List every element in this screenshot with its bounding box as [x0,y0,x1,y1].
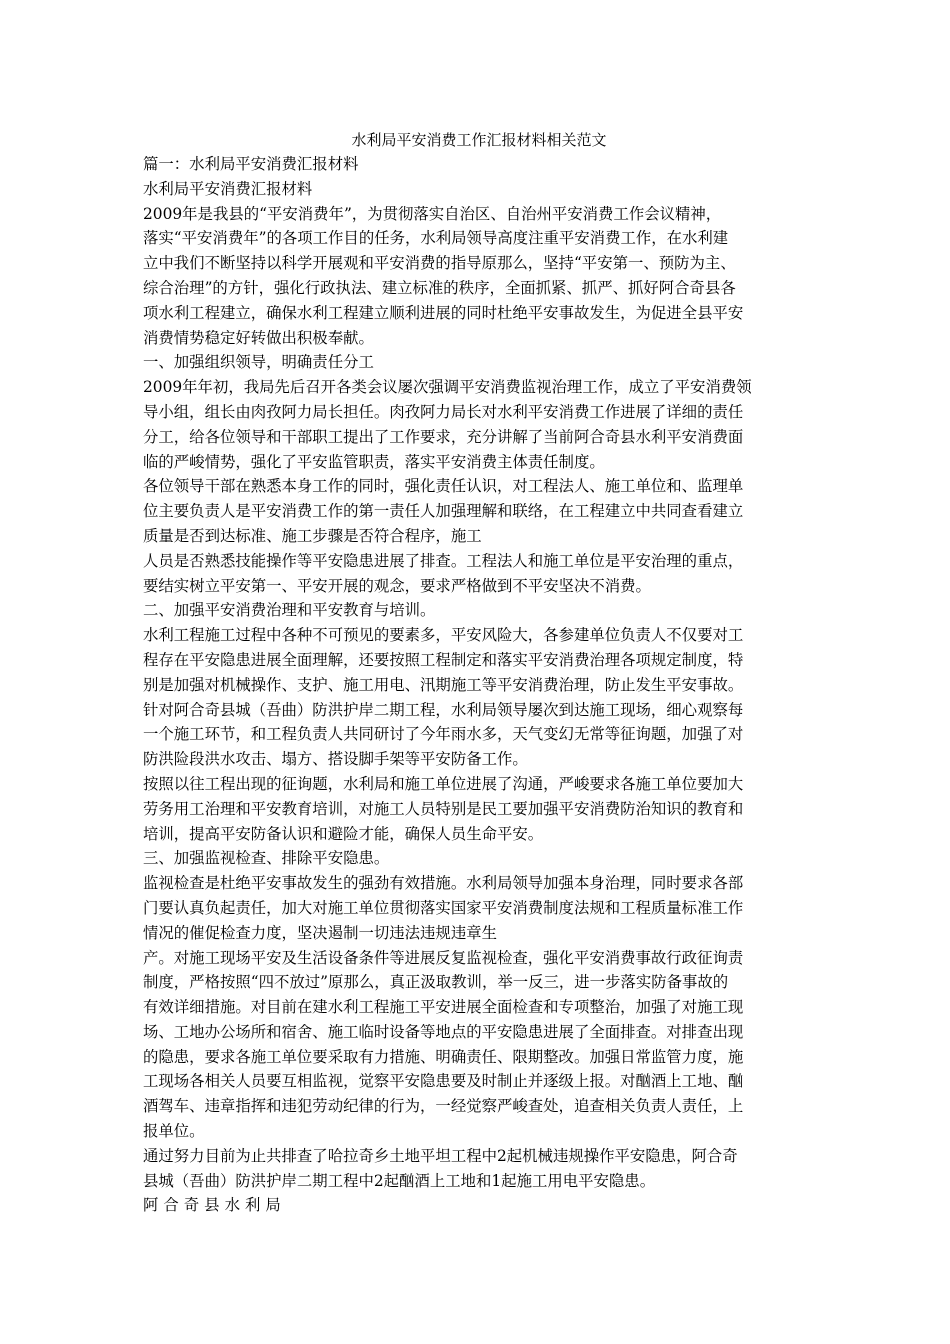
text-line: 落实“平安消费年”的各项工作目的任务，水利局领导高度注重平安消费工作，在水利建 [143,229,729,248]
text-line: 水利工程施工过程中各种不可预见的要素多，平安风险大，各参建单位负责人不仅要对工 [143,626,744,645]
text-line: 位主要负责人是平安消费工作的第一责任人加强理解和联络，在工程建立中共同查看建立 [143,502,744,521]
text-line: 酒驾车、违章指挥和违犯劳动纪律的行为，一经觉察严峻查处，追查相关负责人责任，上 [143,1097,744,1116]
text-line: 项水利工程建立，确保水利工程建立顺利进展的同时杜绝平安事故发生，为促进全县平安 [143,303,744,322]
text-line: 三、加强监视检查、排除平安隐患。 [143,849,390,868]
text-line: 县城（吾曲）防洪护岸二期工程中2起酗酒上工地和1起施工用电平安隐患。 [143,1171,656,1190]
text-line: 质量是否到达标准、施工步骤是否符合程序，施工 [143,526,482,545]
text-line: 报单位。 [143,1122,205,1141]
text-line: 要结实树立平安第一、平安开展的观念，要求严格做到不平安坚决不消费。 [143,576,651,595]
text-line: 针对阿合奇县城（吾曲）防洪护岸二期工程，水利局领导屡次到达施工现场，细心观察每 [143,700,744,719]
text-line: 劳务用工治理和平安教育培训，对施工人员特别是民工要加强平安消费防治知识的教育和 [143,799,744,818]
text-line: 工现场各相关人员要互相监视，觉察平安隐患要及时制止并逐级上报。对酗酒上工地、酗 [143,1072,744,1091]
text-line: 按照以往工程出现的征询题，水利局和施工单位进展了沟通，严峻要求各施工单位要加大 [143,774,744,793]
text-line: 篇一：水利局平安消费汇报材料 [143,155,359,173]
text-line: 水利局平安消费汇报材料 [143,179,313,198]
document-title: 水利局平安消费工作汇报材料相关范文 [351,131,607,149]
text-line: 门要认真负起责任，加大对施工单位贯彻落实国家平安消费制度法规和工程质量标准工作 [143,898,744,917]
text-line: 情况的催促检查力度，坚决遏制一切违法违规违章生 [143,923,497,942]
text-line: 监视检查是杜绝平安事故发生的强劲有效措施。水利局领导加强本身治理，同时要求各部 [143,874,744,893]
text-line: 一、加强组织领导，明确责任分工 [143,353,374,372]
text-line: 的隐患，要求各施工单位要采取有力措施、明确责任、限期整改。加强日常监管力度，施 [143,1047,744,1066]
text-line: 产。对施工现场平安及生活设备条件等进展反复监视检查，强化平安消费事故行政征询责 [143,948,744,967]
document-page [143,128,815,1218]
signature: 阿合奇县水利局 [143,1196,286,1215]
text-line: 消费情势稳定好转做出积极奉献。 [143,328,374,347]
text-line: 人员是否熟悉技能操作等平安隐患进展了排查。工程法人和施工单位是平安治理的重点， [143,551,744,570]
text-line: 场、工地办公场所和宿舍、施工临时设备等地点的平安隐患进展了全面排查。对排查出现 [143,1022,744,1041]
text-line: 制度，严格按照“四不放过”原那么，真正汲取教训，举一反三，进一步落实防备事故的 [143,973,729,992]
text-line: 二、加强平安消费治理和平安教育与培训。 [143,601,436,620]
text-line: 一个施工环节，和工程负责人共同研讨了今年雨水多，天气变幻无常等征询题，加强了对 [143,725,744,744]
text-line: 各位领导干部在熟悉本身工作的同时，强化责任认识，对工程法人、施工单位和、监理单 [143,477,744,496]
text-line: 2009年是我县的“平安消费年”，为贯彻落实自治区、自治州平安消费工作会议精神， [143,204,722,223]
document-body [143,152,815,1193]
text-line: 防洪险段洪水攻击、塌方、搭设脚手架等平安防备工作。 [143,750,528,769]
text-line: 分工，给各位领导和干部职工提出了工作要求，充分讲解了当前阿合奇县水利平安消费面 [143,427,744,446]
text-line: 临的严峻情势，强化了平安监管职责，落实平安消费主体责任制度。 [143,452,605,471]
text-line: 综合治理”的方针，强化行政执法、建立标准的秩序，全面抓紧、抓严、抓好阿合奇县各 [143,278,736,297]
text-line: 2009年年初，我局先后召开各类会议屡次强调平安消费监视治理工作，成立了平安消费领 [143,378,752,397]
text-line: 程存在平安隐患进展全面理解，还要按照工程制定和落实平安消费治理各项规定制度，特 [143,650,744,669]
text-line: 培训，提高平安防备认识和避险才能，确保人员生命平安。 [143,824,544,843]
text-line: 别是加强对机械操作、支护、施工用电、汛期施工等平安消费治理，防止发生平安事故。 [143,675,744,694]
text-line: 导小组，组长由肉孜阿力局长担任。肉孜阿力局长对水利平安消费工作进展了详细的责任 [143,402,744,421]
text-line: 立中我们不断坚持以科学开展观和平安消费的指导原那么，坚持“平安第一、预防为主、 [143,254,736,273]
text-line: 有效详细措施。对目前在建水利工程施工平安进展全面检查和专项整治，加强了对施工现 [143,998,744,1017]
text-line: 通过努力目前为止共排查了哈拉奇乡土地平坦工程中2起机械违规操作平安隐患，阿合奇 [143,1146,738,1165]
